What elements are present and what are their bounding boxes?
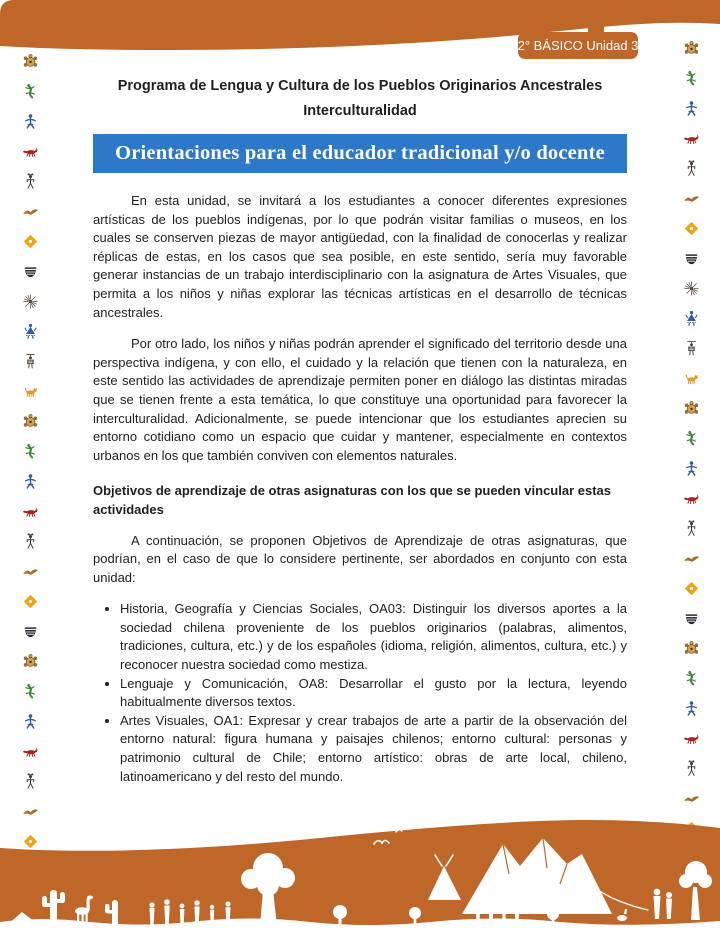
objectives-list [93, 600, 627, 786]
program-title-line1: Programa de Lengua y Cultura de los Pueblos Originarios Ancestrales [117, 78, 603, 94]
lizard-icon [22, 683, 39, 700]
drum-icon [22, 263, 39, 280]
poncho-figure-icon [683, 310, 700, 327]
turtle-icon [22, 413, 39, 430]
lizard-icon [22, 83, 39, 100]
sun-icon [683, 220, 700, 237]
objective-item-artes: • Artes Visuales, OA1: Expresar y crear trabajos de arte a partir de la observación del entorno natural: figura humana y paisajes chilenos; entorno cultural: personas y patrimonio cultural de Chile; entorno artístico: obras de arte local, chileno, latinoamericano y del resto del mundo. [120, 712, 627, 786]
puma-icon [22, 383, 39, 400]
sun-icon [683, 580, 700, 597]
fox-icon [22, 743, 39, 760]
unit-badge [518, 32, 638, 59]
blue-figure-icon [683, 460, 700, 477]
standing-figure-icon [22, 173, 39, 190]
blue-figure-icon [22, 473, 39, 490]
lizard-icon [683, 670, 700, 687]
paragraph-3: A continuación, se proponen Objetivos de Aprendizaje de otras asignaturas, que podrían, en el caso de que lo considere pertinente, ser abordados en conjunto con esta unidad: [93, 532, 627, 585]
blue-figure-icon [683, 100, 700, 117]
sun-rays-icon [22, 293, 39, 310]
turtle-icon [683, 400, 700, 417]
poncho-figure-icon [22, 323, 39, 340]
footer-landscape [0, 812, 720, 932]
puma-icon [683, 370, 700, 387]
sun-icon [22, 233, 39, 250]
document-content [93, 76, 627, 786]
condor-icon [683, 550, 700, 567]
lizard-icon [683, 430, 700, 447]
fox-icon [22, 503, 39, 520]
fox-icon [683, 730, 700, 747]
fox-icon [683, 130, 700, 147]
lizard-icon [683, 70, 700, 87]
standing-figure-icon [683, 520, 700, 537]
paragraph-1: En esta unidad, se invitará a los estudiantes a conocer diferentes expresiones artísticas de los pueblos indígenas, por lo que podrán visitar familias o museos, en los cuales se conserven piezas de mayor antigüedad, con la finalidad de conocerlas y realizar réplicas de estas, en los casos que sea posible, en este sentido, sería muy favorable generar instancias de un trabajo interdisciplinario con la asignatura de Artes Visuales, que permita a los niños y niñas explorar las técnicas artísticas en el desarrollo de técnicas ancestrales. [93, 193, 627, 320]
standing-figure-icon [22, 533, 39, 550]
drum-icon [683, 250, 700, 267]
condor-icon [683, 790, 700, 807]
section-banner [93, 134, 627, 173]
program-title-line2: Interculturalidad [303, 103, 417, 119]
sun-rays-icon [683, 280, 700, 297]
shaman-icon [683, 340, 700, 357]
paragraph-2: Por otro lado, los niños y niñas podrán aprender el significado del territorio desde una perspectiva indígena, y con ello, el cuidado y la relación que tienen con la naturaleza, en este sentido las actividades de aprendizaje permiten poner en diálogo las distintas miradas que se tienen frente a esta temática, lo que constituye una oportunidad para favorecer la interculturalidad. Adicionalmente, se puede intencionar que los estudiantes aprecien su entorno cotidiano como un espacio que cuidar y mantener, especialmente en contextos urbanos en los que también conviven con elementos naturales. [93, 336, 627, 463]
standing-figure-icon [683, 760, 700, 777]
blue-figure-icon [683, 700, 700, 717]
drum-icon [683, 610, 700, 627]
objectives-heading: Objetivos de aprendizaje de otras asignaturas con los que se pueden vincular estas actividades [93, 483, 612, 517]
condor-icon [22, 563, 39, 580]
turtle-icon [683, 640, 700, 657]
turtle-icon [22, 653, 39, 670]
blue-figure-icon [22, 713, 39, 730]
drum-icon [22, 623, 39, 640]
blue-figure-icon [22, 113, 39, 130]
turtle-icon [22, 53, 39, 70]
fox-icon [683, 490, 700, 507]
left-icon-column [21, 53, 39, 850]
standing-figure-icon [683, 160, 700, 177]
shaman-icon [22, 353, 39, 370]
standing-figure-icon [22, 773, 39, 790]
objective-item-lenguaje: • Lenguaje y Comunicación, OA8: Desarrollar el gusto por la lectura, leyendo habitualmente diversos textos. [120, 675, 627, 712]
condor-icon [22, 203, 39, 220]
turtle-icon [683, 40, 700, 57]
right-icon-column [682, 40, 700, 837]
fox-icon [22, 143, 39, 160]
section-banner-label: Orientaciones para el educador tradicional y/o docente [115, 142, 605, 164]
lizard-icon [22, 443, 39, 460]
objective-item-historia: • Historia, Geografía y Ciencias Sociales, OA03: Distinguir los diversos aportes a la sociedad chilena proveniente de los pueblos originarios (palabras, alimentos, tradiciones, cultura, etc.) y de los españoles (idioma, religión, alimentos, cultura, etc.) y reconocer nuestra sociedad como mestiza. [120, 600, 627, 674]
condor-icon [683, 190, 700, 207]
unit-badge-label: 2° BÁSICO Unidad 3 [517, 38, 639, 53]
sun-icon [22, 593, 39, 610]
